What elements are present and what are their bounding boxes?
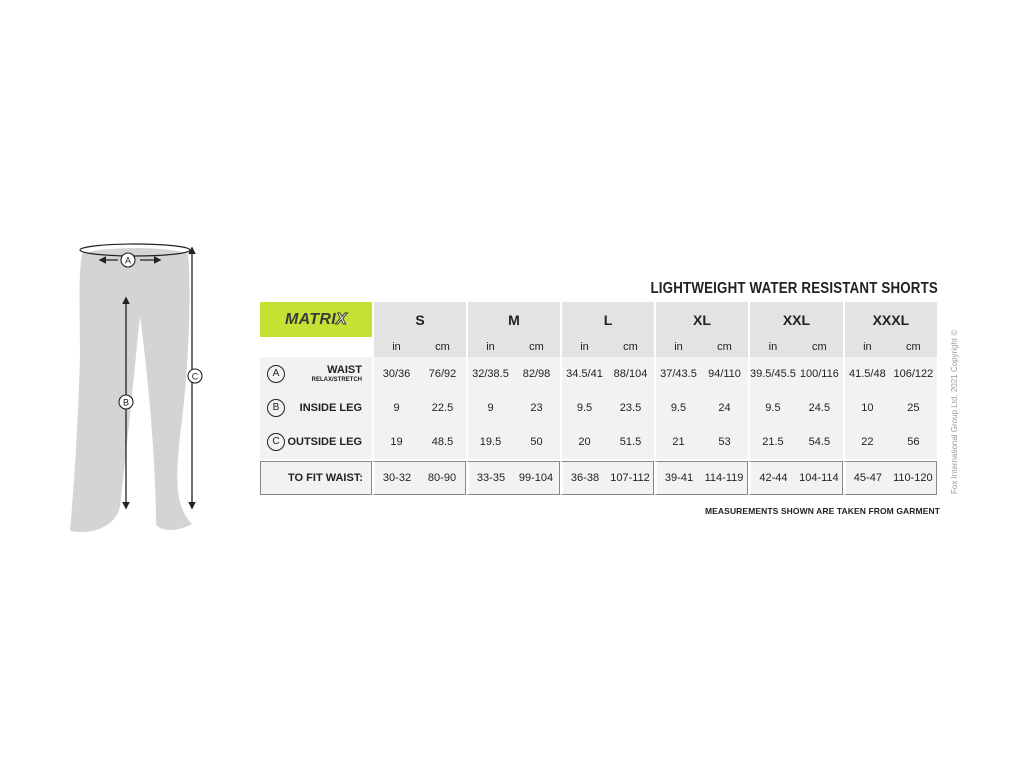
value-cell: 76/92 [419,357,466,391]
marker-a-label: A [124,255,132,266]
marker-c-label: C [191,371,199,382]
size-header-row [260,302,937,337]
unit-cm: cm [796,337,843,357]
value-cell: 51.5 [607,425,654,459]
value-cell: 22 [843,425,890,459]
value-cell: 41.5/48 [843,357,890,391]
row-label: INSIDE LEG [299,402,362,414]
value-cell: 25 [890,391,937,425]
unit-cm: cm [701,337,748,357]
value-cell: 30/36 [372,357,419,391]
fit-value: 114-119 [701,461,748,495]
row-label: WAIST [327,364,362,376]
trousers-illustration [60,236,220,536]
value-cell: 10 [843,391,890,425]
unit-row-spacer [260,337,372,357]
value-cell: 9.5 [654,391,701,425]
value-cell: 23.5 [607,391,654,425]
size-m-header: M [466,302,560,337]
size-xxl-header: XXL [748,302,843,337]
value-cell: 100/116 [796,357,843,391]
fit-value: 33-35 [466,461,513,495]
value-cell: 9.5 [560,391,607,425]
value-cell: 50 [513,425,560,459]
value-cell: 34.5/41 [560,357,607,391]
value-cell: 9 [466,391,513,425]
marker-a-badge: A [267,365,285,383]
measurement-row-outside-leg [260,425,937,459]
unit-in: in [560,337,607,357]
fit-waist-row [260,461,937,495]
unit-in: in [843,337,890,357]
unit-cm: cm [607,337,654,357]
unit-cm: cm [513,337,560,357]
value-cell: 82/98 [513,357,560,391]
garment-figure [60,236,220,536]
logo-text: MATRI [285,310,336,328]
brand-logo [260,302,372,337]
value-cell: 23 [513,391,560,425]
value-cell: 9 [372,391,419,425]
unit-cm: cm [419,337,466,357]
value-cell: 54.5 [796,425,843,459]
value-cell: 9.5 [748,391,796,425]
value-cell: 21 [654,425,701,459]
value-cell: 88/104 [607,357,654,391]
value-cell: 56 [890,425,937,459]
value-cell: 37/43.5 [654,357,701,391]
unit-cm: cm [890,337,937,357]
fit-value: 107-112 [607,461,654,495]
unit-in: in [748,337,796,357]
value-cell: 106/122 [890,357,937,391]
fit-value: 99-104 [513,461,560,495]
measurement-row-inside-leg [260,391,937,425]
row-label: OUTSIDE LEG [287,436,362,448]
logo-x-mark: X [335,310,347,328]
fit-value: 104-114 [796,461,843,495]
value-cell: 32/38.5 [466,357,513,391]
value-cell: 19.5 [466,425,513,459]
fit-value: 36-38 [560,461,607,495]
unit-in: in [466,337,513,357]
value-cell: 24.5 [796,391,843,425]
fit-value: 80-90 [419,461,466,495]
fit-value: 39-41 [654,461,701,495]
value-cell: 22.5 [419,391,466,425]
value-cell: 24 [701,391,748,425]
value-cell: 94/110 [701,357,748,391]
measurement-footnote: MEASUREMENTS SHOWN ARE TAKEN FROM GARMENT [704,506,940,516]
size-chart-table [260,302,937,495]
unit-in: in [372,337,419,357]
fit-value: 30-32 [372,461,419,495]
marker-c-badge: C [267,433,285,451]
size-l-header: L [560,302,654,337]
fit-value: 45-47 [843,461,890,495]
size-xl-header: XL [654,302,748,337]
measurement-row-waist [260,357,937,391]
copyright-notice: Fox International Group Ltd. 2021 Copyright © [950,329,959,494]
fit-value: 42-44 [748,461,796,495]
unit-in: in [654,337,701,357]
value-cell: 39.5/45.5 [748,357,796,391]
value-cell: 53 [701,425,748,459]
value-cell: 48.5 [419,425,466,459]
marker-b-label: B [122,397,130,408]
row-sublabel: RELAX/STRETCH [311,377,362,383]
unit-row [260,337,937,357]
row-label-cell [260,391,372,425]
row-label-cell [260,425,372,459]
fit-value: 110-120 [890,461,937,495]
chart-title: LIGHTWEIGHT WATER RESISTANT SHORTS [650,280,938,297]
size-xxxl-header: XXXL [843,302,937,337]
value-cell: 20 [560,425,607,459]
value-cell: 19 [372,425,419,459]
marker-b-badge: B [267,399,285,417]
row-label-cell [260,357,372,391]
value-cell: 21.5 [748,425,796,459]
size-s-header: S [372,302,466,337]
fit-label: TO FIT WAIST: [260,461,372,495]
